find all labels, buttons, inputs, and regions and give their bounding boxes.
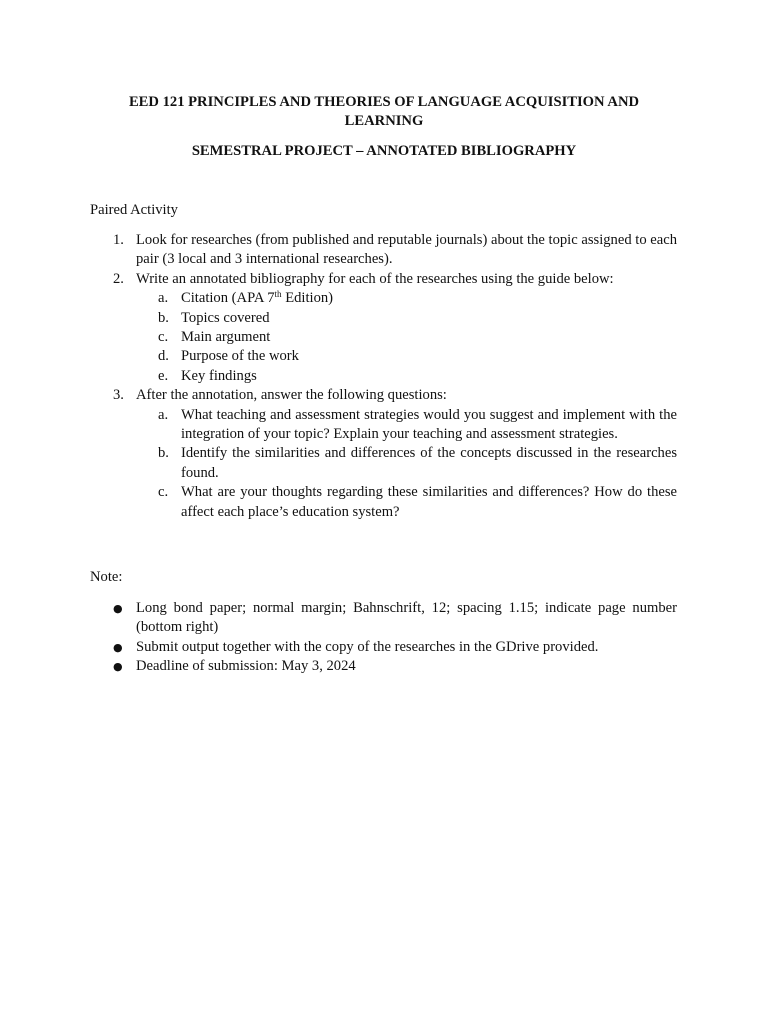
- instruction-item-1: [0, 231, 768, 270]
- question-item-c: [136, 483, 677, 522]
- sub-item-text: Identify the similarities and differences of the concepts discussed in the researches found.: [181, 445, 677, 481]
- note-item-submission: [0, 638, 768, 657]
- note-label: Note:: [90, 569, 123, 585]
- sub-item-text: Topics covered: [181, 309, 270, 326]
- sub-item-letter: c.: [158, 329, 169, 346]
- item-number: 2.: [113, 270, 124, 287]
- instruction-item-3: [0, 386, 768, 522]
- sub-item-text-after: Edition): [281, 290, 334, 307]
- instruction-item-2: [0, 270, 768, 386]
- sub-item-citation: [136, 289, 677, 308]
- item-number: 3.: [113, 387, 124, 404]
- questions-list: [136, 406, 677, 522]
- paired-activity-label: Paired Activity: [90, 202, 178, 218]
- sub-item-letter: b.: [158, 309, 169, 326]
- note-item-format: [0, 599, 768, 638]
- sub-item-argument: [136, 328, 677, 347]
- sub-item-text: Key findings: [181, 367, 257, 384]
- item-number: 1.: [113, 232, 124, 248]
- sub-item-letter: c.: [158, 484, 169, 501]
- sub-item-topics: [136, 309, 677, 328]
- sub-item-text: What teaching and assessment strategies would you suggest and implement with the integration of your topic? Explain your teaching and assessment strategies.: [181, 406, 677, 443]
- question-item-b: [136, 444, 677, 483]
- sub-item-letter: d.: [158, 348, 169, 365]
- item-text: Write an annotated bibliography for each of the researches using the guide below:: [136, 270, 614, 287]
- superscript-th: th: [274, 289, 282, 300]
- sub-item-text-before: Citation (APA 7: [181, 290, 275, 307]
- bullet-icon: ●: [113, 602, 123, 615]
- document-title: EED 121 PRINCIPLES AND THEORIES OF LANGUAGE ACQUISITION AND LEARNING: [128, 94, 640, 129]
- bullet-icon: ●: [113, 660, 123, 674]
- sub-item-text: Purpose of the work: [181, 348, 299, 365]
- instructions-list: [0, 231, 768, 522]
- item-text: After the annotation, answer the following questions:: [136, 387, 447, 404]
- sub-item-letter: a.: [158, 406, 169, 423]
- sub-item-purpose: [136, 347, 677, 366]
- sub-item-letter: b.: [158, 445, 169, 462]
- sub-item-letter: a.: [158, 290, 169, 307]
- document-subtitle: SEMESTRAL PROJECT – ANNOTATED BIBLIOGRAPHY: [191, 143, 577, 159]
- annotation-guide-list: [136, 289, 677, 386]
- bullet-icon: ●: [113, 640, 123, 654]
- note-item-deadline: [0, 657, 768, 676]
- note-text: Deadline of submission: May 3, 2024: [136, 658, 356, 675]
- sub-item-text: What are your thoughts regarding these similarities and differences? How do these affect each place’s education system?: [181, 484, 677, 520]
- item-text: Look for researches (from published and reputable journals) about the topic assigned to each pair (3 local and 3 international researches).: [136, 232, 678, 268]
- note-text: Submit output together with the copy of the researches in the GDrive provided.: [136, 638, 599, 655]
- sub-item-findings: [136, 367, 677, 386]
- question-item-a: [136, 406, 677, 445]
- note-text: Long bond paper; normal margin; Bahnschrift, 12; spacing 1.15; indicate page number (bottom right): [136, 600, 677, 636]
- notes-list: [0, 599, 768, 677]
- sub-item-letter: e.: [158, 367, 169, 384]
- sub-item-text: Main argument: [181, 329, 271, 346]
